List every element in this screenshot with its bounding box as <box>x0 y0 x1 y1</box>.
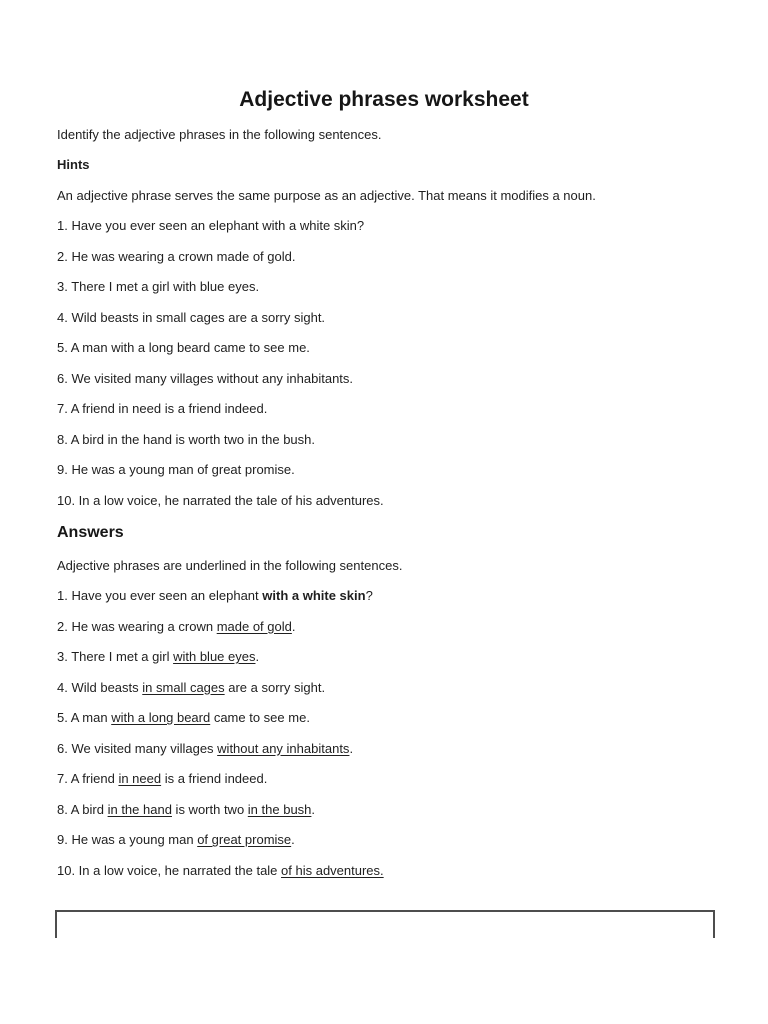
question-item: 10. In a low voice, he narrated the tale of his adventures. <box>57 492 384 508</box>
instruction-text: Identify the adjective phrases in the following sentences. <box>57 126 382 142</box>
answer-segment-plain: 7. A friend <box>57 771 119 786</box>
answer-segment-underline: without any inhabitants <box>217 740 350 756</box>
answer-segment-plain: is worth two <box>171 801 248 817</box>
answer-segment-plain: 10. In a low voice, he narrated the tale <box>57 862 282 878</box>
answer-segment-plain: 8. A bird <box>57 801 108 817</box>
answer-item <box>57 588 711 604</box>
question-item: 3. There I met a girl with blue eyes. <box>57 279 260 294</box>
question-item: 2. He was wearing a crown made of gold. <box>57 248 296 264</box>
answer-segment-plain: 5. A man <box>57 710 112 725</box>
answer-segment-plain: 6. We visited many villages <box>57 740 218 756</box>
answer-segment-underline: in the hand <box>107 801 172 817</box>
answer-segment-bold: with a white skin <box>262 588 366 603</box>
answer-segment-plain: 1. Have you ever seen an elephant <box>57 588 263 603</box>
hints-heading: Hints <box>57 157 90 172</box>
answer-segment-plain: . <box>291 832 295 847</box>
answer-item <box>57 680 711 696</box>
question-item: 6. We visited many villages without any inhabitants. <box>57 370 354 386</box>
answer-item <box>57 619 711 635</box>
cut-off-box-frame <box>55 910 715 938</box>
answer-segment-plain: are a sorry sight. <box>224 679 326 695</box>
answers-intro-text: Adjective phrases are underlined in the following sentences. <box>57 557 403 573</box>
answer-segment-plain: . <box>311 801 316 817</box>
answer-segment-plain: 9. He was a young man <box>57 832 198 847</box>
question-item: 7. A friend in need is a friend indeed. <box>57 401 268 416</box>
question-item: 8. A bird in the hand is worth two in the bush. <box>57 431 315 447</box>
answer-segment-plain: 2. He was wearing a crown <box>57 618 217 634</box>
question-item: 1. Have you ever seen an elephant with a white skin? <box>57 218 365 233</box>
answer-segment-plain: 4. Wild beasts <box>57 679 143 695</box>
question-item: 9. He was a young man of great promise. <box>57 462 295 477</box>
answer-segment-plain: . <box>255 649 260 664</box>
answers-heading: Answers <box>57 524 124 541</box>
answers-list <box>57 588 711 879</box>
answer-item <box>57 802 711 818</box>
answer-item <box>57 832 711 848</box>
answer-segment-plain: 3. There I met a girl <box>57 649 174 664</box>
answer-segment-underline: in the bush <box>247 801 312 817</box>
answer-segment-underline: in small cages <box>142 679 225 695</box>
hint-text: An adjective phrase serves the same purpose as an adjective. That means it modifies a noun. <box>57 187 596 203</box>
question-item: 4. Wild beasts in small cages are a sorry sight. <box>57 309 326 325</box>
questions-list <box>57 218 711 509</box>
answer-item <box>57 649 711 665</box>
answer-segment-plain: came to see me. <box>210 710 310 725</box>
answer-item <box>57 863 711 879</box>
answer-segment-plain: . <box>291 618 296 634</box>
answer-segment-plain: ? <box>365 588 373 603</box>
answer-item <box>57 710 711 726</box>
answer-segment-underline: with a long beard <box>111 710 211 725</box>
answer-segment-plain: is a friend indeed. <box>161 771 268 786</box>
answer-segment-plain: . <box>349 740 354 756</box>
answer-segment-underline: of his adventures. <box>281 862 384 878</box>
answer-segment-underline: in need <box>118 771 162 786</box>
question-item: 5. A man with a long beard came to see me. <box>57 340 310 355</box>
answer-segment-underline: made of gold <box>216 618 292 634</box>
answer-segment-underline: of great promise <box>197 832 292 847</box>
answer-segment-underline: with blue eyes <box>173 649 256 664</box>
answer-item <box>57 741 711 757</box>
page-title: Adjective phrases worksheet <box>239 88 529 111</box>
answer-item <box>57 771 711 787</box>
